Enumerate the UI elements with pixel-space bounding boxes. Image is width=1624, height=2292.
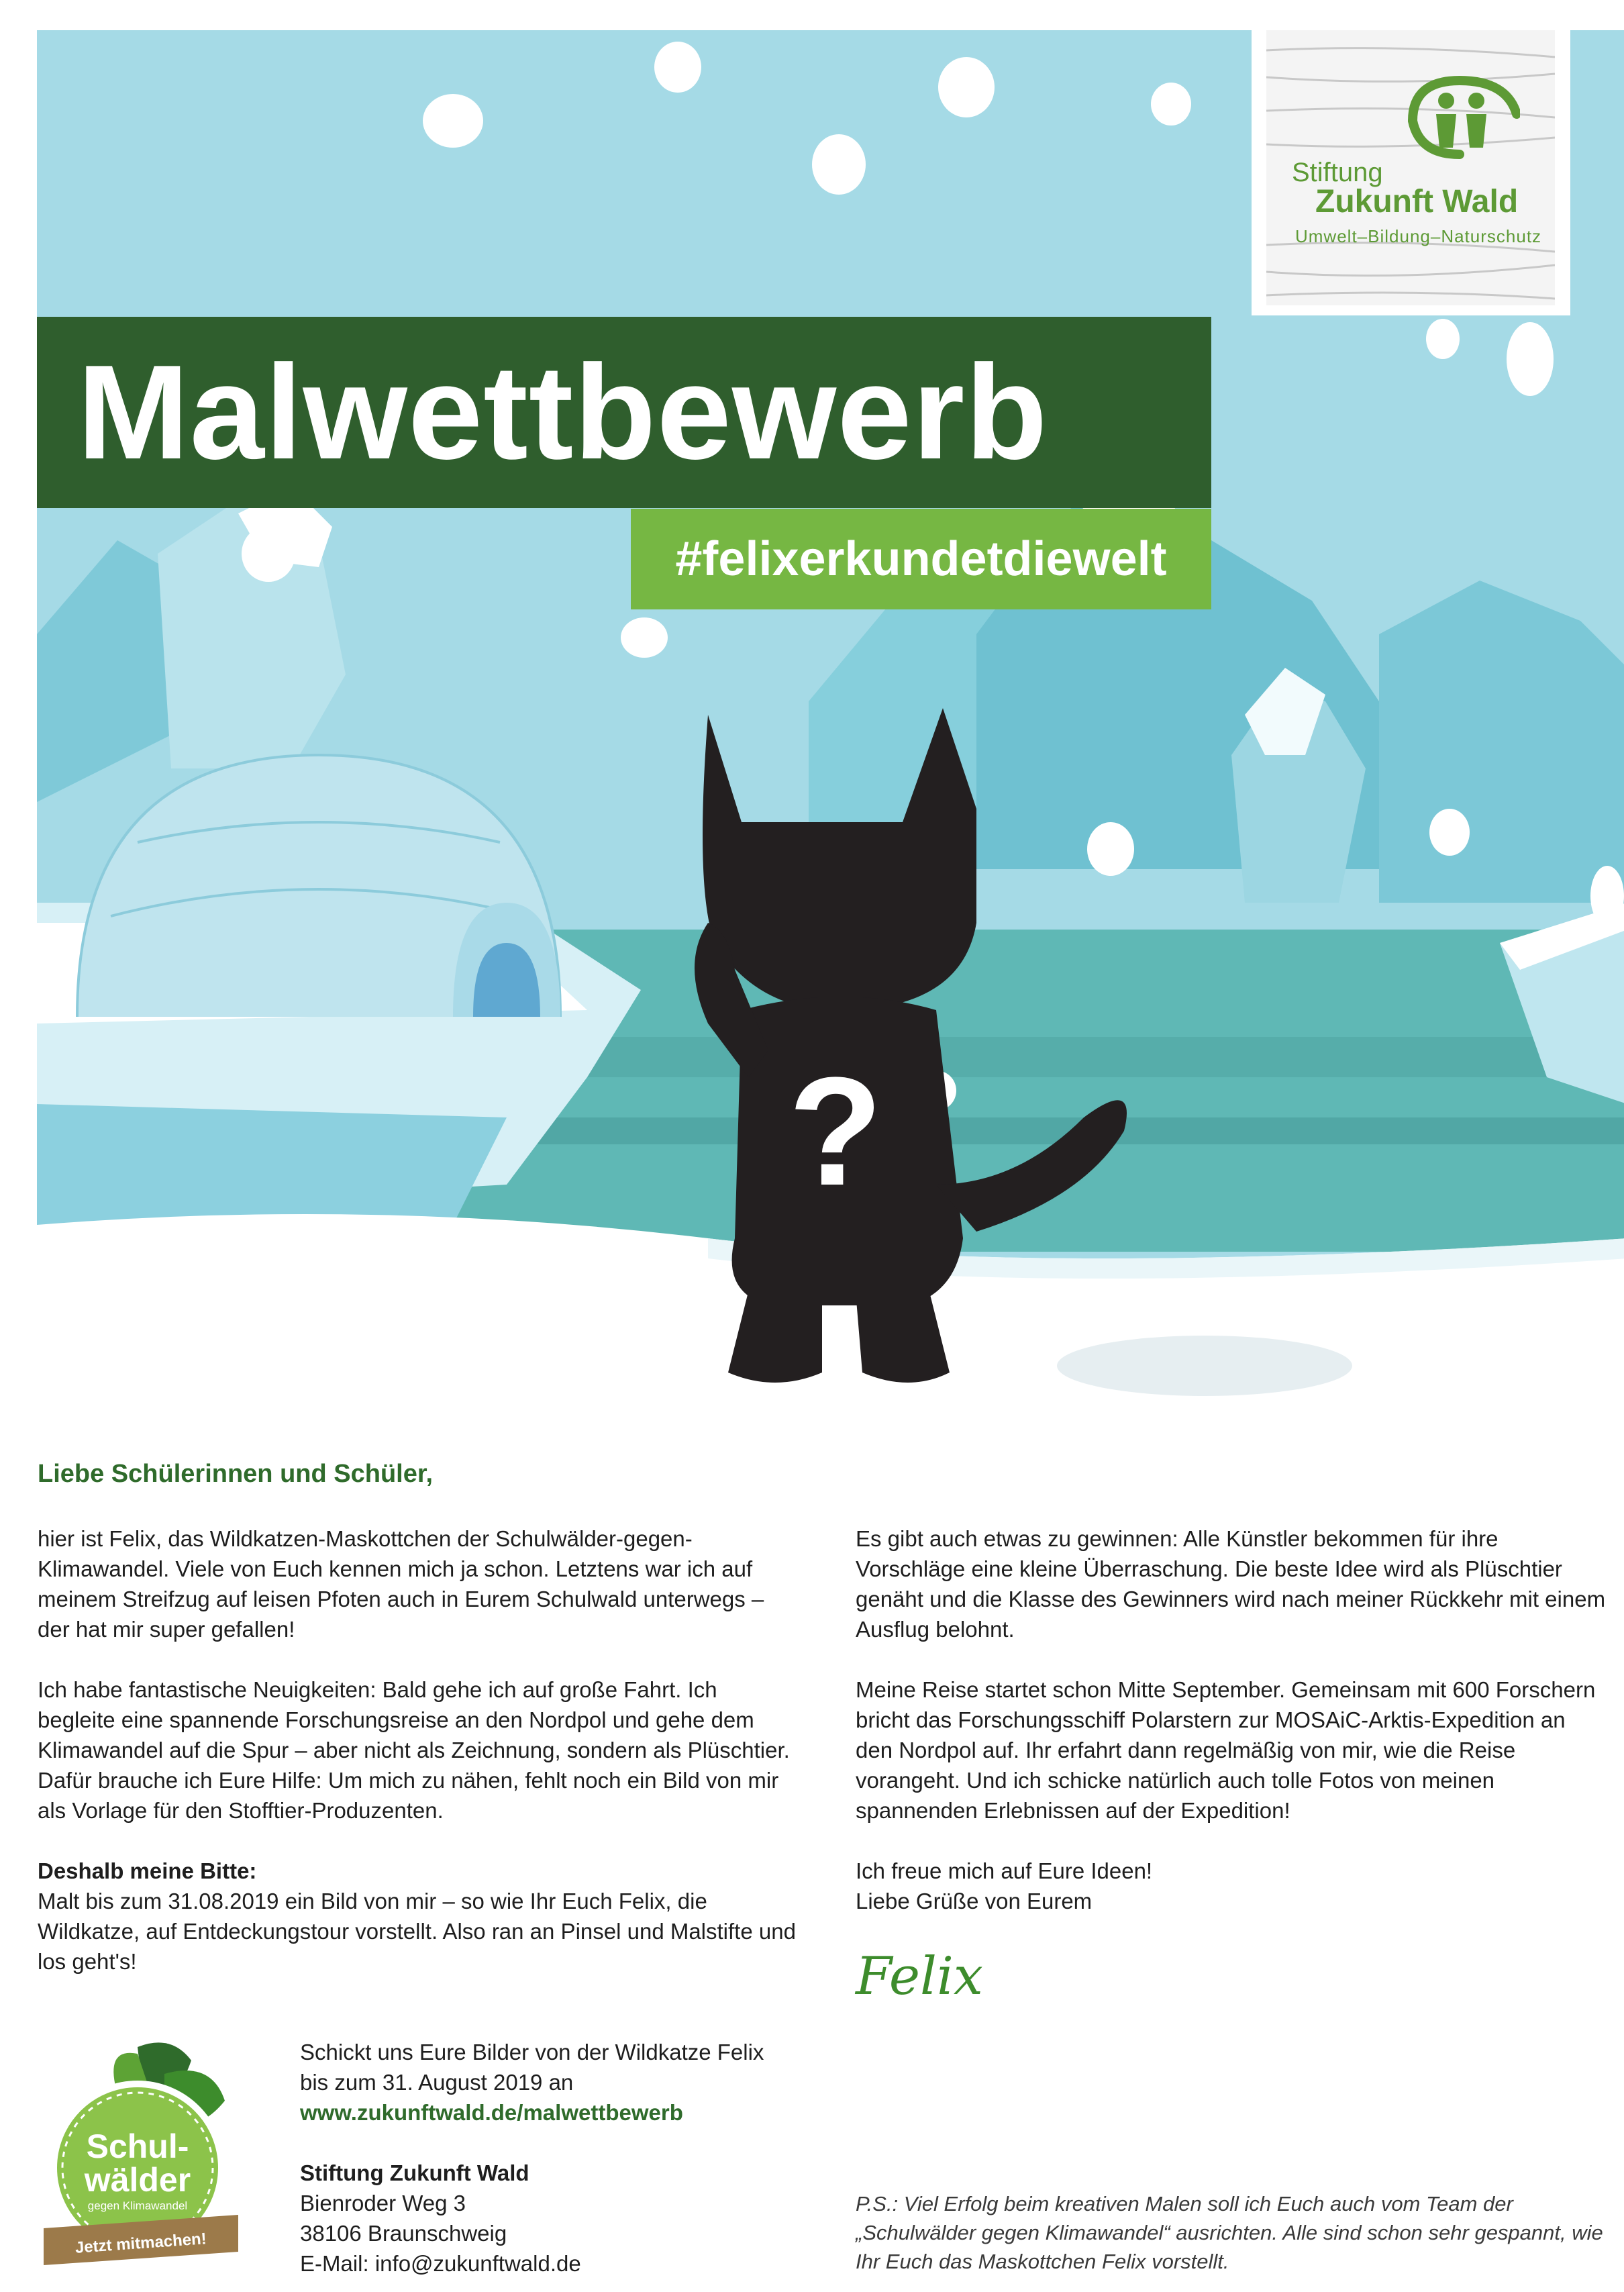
schulwaelder-badge (37, 2034, 245, 2282)
greeting: Liebe Schülerinnen und Schüler, (38, 1460, 434, 1488)
logo-line-zukunft-wald: Zukunft Wald (1315, 184, 1519, 219)
submission-info (300, 2037, 764, 2279)
svg-text:?: ? (788, 1045, 883, 1217)
email-link[interactable]: E-Mail: info@zukunftwald.de (300, 2251, 581, 2276)
tree-people-icon (1399, 74, 1520, 161)
paragraph: Ich habe fantastische Neuigkeiten: Bald gehe ich auf große Fahrt. Ich begleite eine spannende Forschungsreise an den Nordpol und gehe dem Klimawandel auf die Spur – aber nicht als Zeichnung, sondern als Plüschtier. Dafür brauche ich Eure Hilfe: Um mich zu nähen, fehlt noch ein Bild von mir als Vorlage für den Stofftier-Produzenten. (38, 1677, 790, 1823)
badge-line1: Schul- (86, 2128, 189, 2165)
badge-line2: wälder (84, 2161, 191, 2199)
request-text: Malt bis zum 31.08.2019 ein Bild von mir – so wie Ihr Euch Felix, die Wildkatze, auf Entdeckungstour vorstellt. Also ran an Pinsel und Malstifte und los geht's! (38, 1889, 796, 1974)
foundation-logo (1252, 30, 1570, 315)
address-street: Bienroder Weg 3 (300, 2191, 466, 2215)
closing-line: Ich freue mich auf Eure Ideen! (856, 1858, 1153, 1883)
postscript: P.S.: Viel Erfolg beim kreativen Malen soll ich Euch auch vom Team der „Schulwälder gegen Klimawandel“ ausrichten. Alle sind schon sehr gespannt, wie Ihr Euch das Maskottchen Felix vorstellt. (856, 2192, 1603, 2273)
logo-tagline: Umwelt–Bildung–Naturschutz (1295, 226, 1542, 246)
request-heading: Deshalb meine Bitte: (38, 1858, 257, 1883)
closing-line: Liebe Grüße von Eurem (856, 1889, 1093, 1913)
address-city: 38106 Braunschweig (300, 2221, 507, 2246)
contest-title: Malwettbewerb (37, 317, 1211, 508)
logo-line-stiftung: Stiftung (1292, 158, 1383, 187)
letter-left-column (38, 1524, 796, 2007)
paragraph: Es gibt auch etwas zu gewinnen: Alle Künstler bekommen für ihre Vorschläge eine kleine Überraschung. Die beste Idee wird als Plüschtier genäht und die Klasse des Gewinners wird nach meiner Rückkehr mit einem Ausflug belohnt. (856, 1526, 1606, 1642)
signature: Felix (856, 1946, 983, 2007)
badge-ribbon: Jetzt mitmachen! (74, 2230, 207, 2257)
paragraph: Meine Reise startet schon Mitte September. Gemeinsam mit 600 Forschern bricht das Forschungsschiff Polarstern zur MOSAiC-Arktis-Expedition an den Nordpol auf. Ihr erfahrt dann regelmäßig von mir, wie die Reise vorangeht. Und ich schicke natürlich auch tolle Fotos von meinen spannenden Erlebnissen auf der Expedition! (856, 1677, 1596, 1823)
hashtag-banner: #felixerkundetdiewelt (631, 509, 1211, 609)
submission-line: bis zum 31. August 2019 an (300, 2070, 574, 2095)
organization-name: Stiftung Zukunft Wald (300, 2160, 529, 2185)
letter-right-column (856, 1524, 1607, 1916)
paragraph: hier ist Felix, das Wildkatzen-Maskottchen der Schulwälder-gegen-Klimawandel. Viele von Euch kennen mich ja schon. Letztens war ich auf meinem Streifzug auf leisen Pfoten auch in Eurem Schulwald unterwegs – der hat mir super gefallen! (38, 1526, 764, 1642)
contest-url-link[interactable]: www.zukunftwald.de/malwettbewerb (300, 2100, 683, 2125)
submission-line: Schickt uns Eure Bilder von der Wildkatze Felix (300, 2040, 764, 2064)
badge-line3: gegen Klimawandel (87, 2199, 188, 2212)
